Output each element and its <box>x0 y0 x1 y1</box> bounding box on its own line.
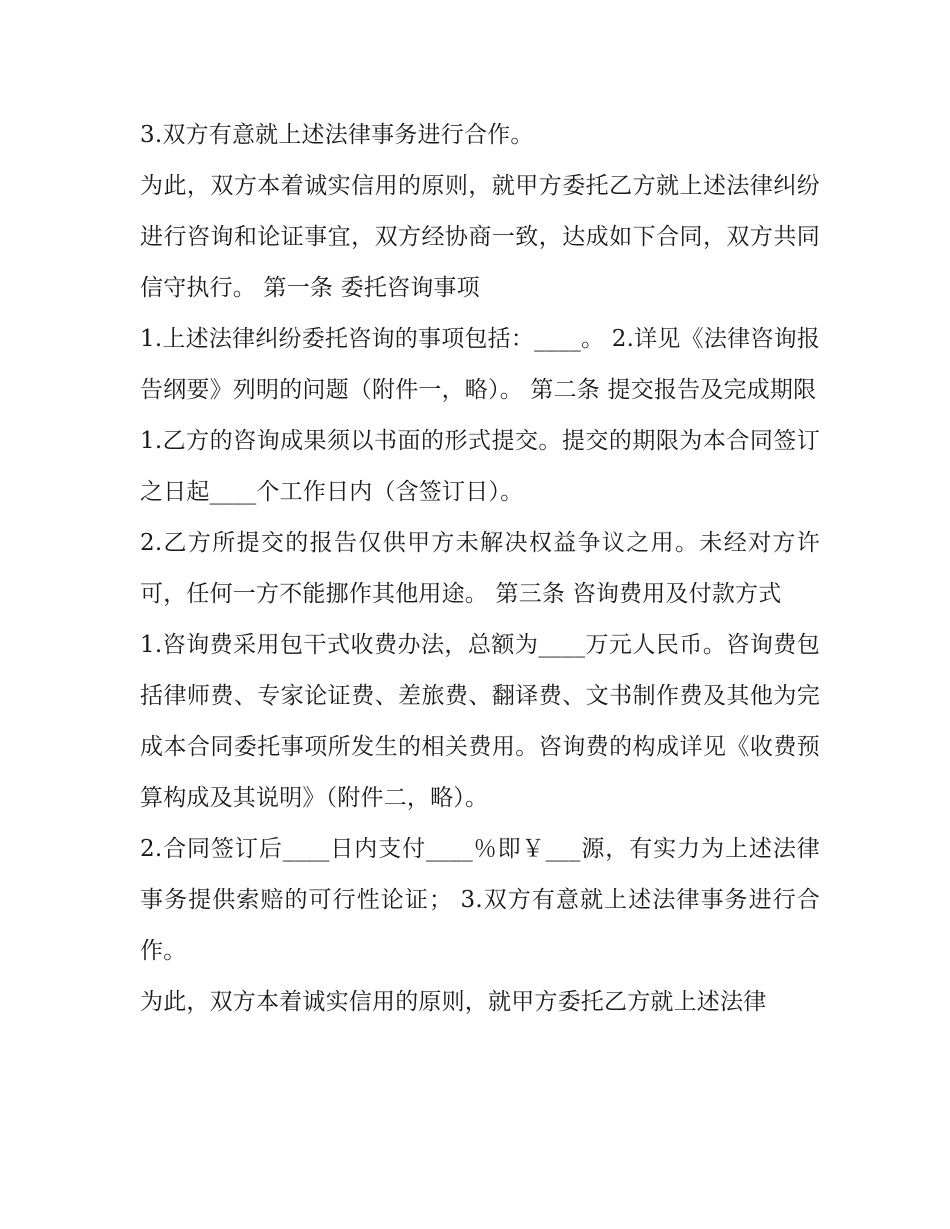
paragraph-preamble-repeat: 为此，双方本着诚实信用的原则，就甲方委托乙方就上述法律 <box>140 989 767 1015</box>
paragraph-consulting-fee: 1.咨询费采用包干式收费办法，总额为____万元人民币。咨询费包括律师费、专家论证费、差旅费、翻译费、文书制作费及其他为完成本合同委托事项所发生的相关费用。咨询费的构成详见《收费预算构成及其说明》（附件二，略）。 <box>140 632 820 811</box>
paragraph-payment-terms: 2.合同签订后____日内支付____％即￥___源，有实力为上述法律事务提供索赔的可行性论证； 3.双方有意就上述法律事务进行合作。 <box>140 836 820 964</box>
paragraph-report-usage-article-3: 2.乙方所提交的报告仅供甲方未解决权益争议之用。未经对方许可，任何一方不能挪作其他用途。 第三条 咨询费用及付款方式 <box>140 530 820 607</box>
paragraph-cooperation-intent: 3.双方有意就上述法律事务进行合作。 <box>140 122 534 148</box>
paragraph-report-submission: 1.乙方的咨询成果须以书面的形式提交。提交的期限为本合同签订之日起____个工作日内（含签订日）。 <box>140 428 820 505</box>
document-body <box>140 110 820 1028</box>
paragraph-preamble-article-1: 为此，双方本着诚实信用的原则，就甲方委托乙方就上述法律纠纷进行咨询和论证事宜，双方经协商一致，达成如下合同，双方共同信守执行。 第一条 委托咨询事项 <box>140 173 820 301</box>
paragraph-consulting-items-article-2: 1.上述法律纠纷委托咨询的事项包括：____。 2.详见《法律咨询报告纲要》列明的问题（附件一，略）。 第二条 提交报告及完成期限 <box>140 326 820 403</box>
